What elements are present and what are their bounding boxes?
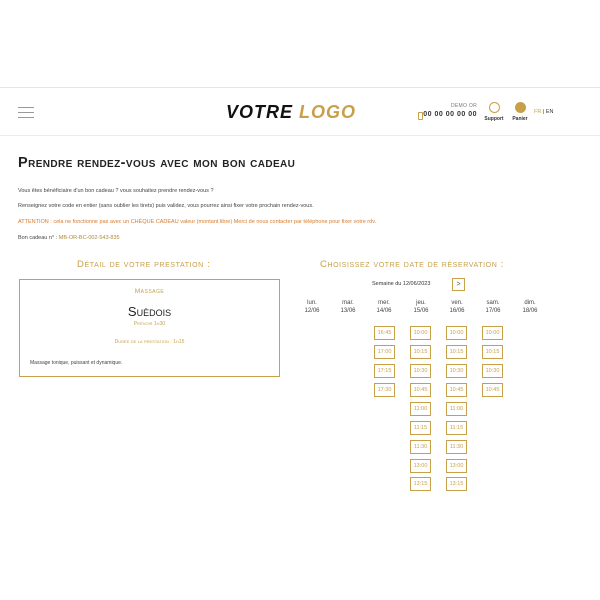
day-header-thu [406,299,436,315]
week-label: Semaine du 12/06/2023 [372,281,431,287]
time-slot[interactable]: 10:00 [482,326,503,340]
intro-text-1: Vous êtes bénéficiaire d'un bon cadeau ? vous souhaitez prendre rendez-vous ? [18,188,214,194]
day-name: sam. [486,300,500,306]
day-header-tue [333,299,363,315]
support-icon [489,102,500,113]
time-slot[interactable]: 11:15 [446,421,467,435]
page-title: Prendre rendez-vous avec mon bon cadeau [18,155,296,171]
time-slot[interactable]: 10:15 [482,345,503,359]
day-date: 15/06 [413,308,429,314]
prestation-description: Massage tonique, puissant et dynamique. [30,360,123,366]
day-date: 14/06 [376,308,392,314]
time-slot[interactable]: 11:15 [410,421,431,435]
day-name: dim. [524,300,536,306]
voucher-label: Bon cadeau n° : [18,235,59,241]
time-slot[interactable]: 11:30 [410,440,431,454]
voucher-line [18,235,120,241]
time-slot[interactable]: 11:30 [446,440,467,454]
warning-text: ATTENTION : cela ne fonctionne pas avec un CHÈQUE CADEAU valeur (montant libre) Merci de nous contacter par téléphone pour fixer votre rdv. [18,219,377,225]
time-slot[interactable]: 17:30 [374,383,395,397]
time-slot[interactable]: 13:00 [446,459,467,473]
time-slot[interactable]: 10:00 [446,326,467,340]
site-header [0,88,600,136]
day-header-mon [297,299,327,315]
time-slot[interactable]: 10:15 [446,345,467,359]
logo-text-2: LOGO [299,102,357,122]
time-slot[interactable]: 17:00 [374,345,395,359]
time-slot[interactable]: 10:30 [410,364,431,378]
lang-en[interactable]: EN [545,109,554,115]
time-slot[interactable]: 10:45 [410,383,431,397]
logo[interactable] [226,102,356,123]
day-header-wed [369,299,399,315]
prestation-section-title: Détail de votre prestation : [77,259,211,270]
day-header-fri [442,299,472,315]
prestation-name: Suèdois [127,304,172,319]
time-slot[interactable]: 11:00 [410,402,431,416]
day-header-sun [515,299,545,315]
next-week-button[interactable]: > [452,278,465,291]
prestation-subtitle: Prévoir 1h30 [133,321,166,327]
time-slot[interactable]: 10:30 [482,364,503,378]
prestation-duration: Durée de la prestation : 1h15 [114,339,185,345]
prestation-card [19,279,280,377]
time-slot[interactable]: 13:15 [446,477,467,491]
cart-label: Panier [512,116,528,122]
time-slot[interactable]: 13:00 [410,459,431,473]
support-link[interactable] [483,102,505,122]
day-name: ven. [451,300,463,306]
cart-link[interactable] [509,102,531,122]
day-date: 17/06 [485,308,501,314]
booking-section-title: Choisissez votre date de réservation : [320,259,504,270]
lang-separator: | [541,109,546,115]
voucher-code: MB-OR-BC-002-543-835 [58,235,120,241]
intro-text-2: Renseignez votre code en entier (sans oublier les tirets) puis validez, vous pourrez ainsi fixer votre prochain rendez-vous. [18,203,314,209]
support-label: Support [484,116,504,122]
day-date: 12/06 [304,308,320,314]
time-slot[interactable]: 10:45 [482,383,503,397]
day-date: 18/06 [522,308,538,314]
day-name: mar. [342,300,354,306]
time-slot[interactable]: 16:45 [374,326,395,340]
language-switcher [534,109,553,115]
time-slot[interactable]: 10:45 [446,383,467,397]
day-date: 13/06 [340,308,356,314]
phone-number: 00 00 00 00 00 [423,111,477,118]
logo-text-1: VOTRE [226,102,300,122]
time-slot[interactable]: 10:15 [410,345,431,359]
day-header-sat [478,299,508,315]
lang-fr[interactable]: FR [534,109,542,115]
day-name: mer. [378,300,390,306]
day-name: jeu. [416,300,426,306]
phone-block[interactable] [417,103,477,118]
time-slot[interactable]: 17:15 [374,364,395,378]
phone-label: DEMO OR [451,103,477,109]
time-slot[interactable]: 11:00 [446,402,467,416]
day-name: lun. [307,300,317,306]
time-slot[interactable]: 13:15 [410,477,431,491]
prestation-category: Massage [134,288,165,295]
time-slot[interactable]: 10:30 [446,364,467,378]
time-slot[interactable]: 10:00 [410,326,431,340]
cart-icon [515,102,526,113]
hamburger-icon[interactable] [18,107,34,118]
day-date: 16/06 [449,308,465,314]
